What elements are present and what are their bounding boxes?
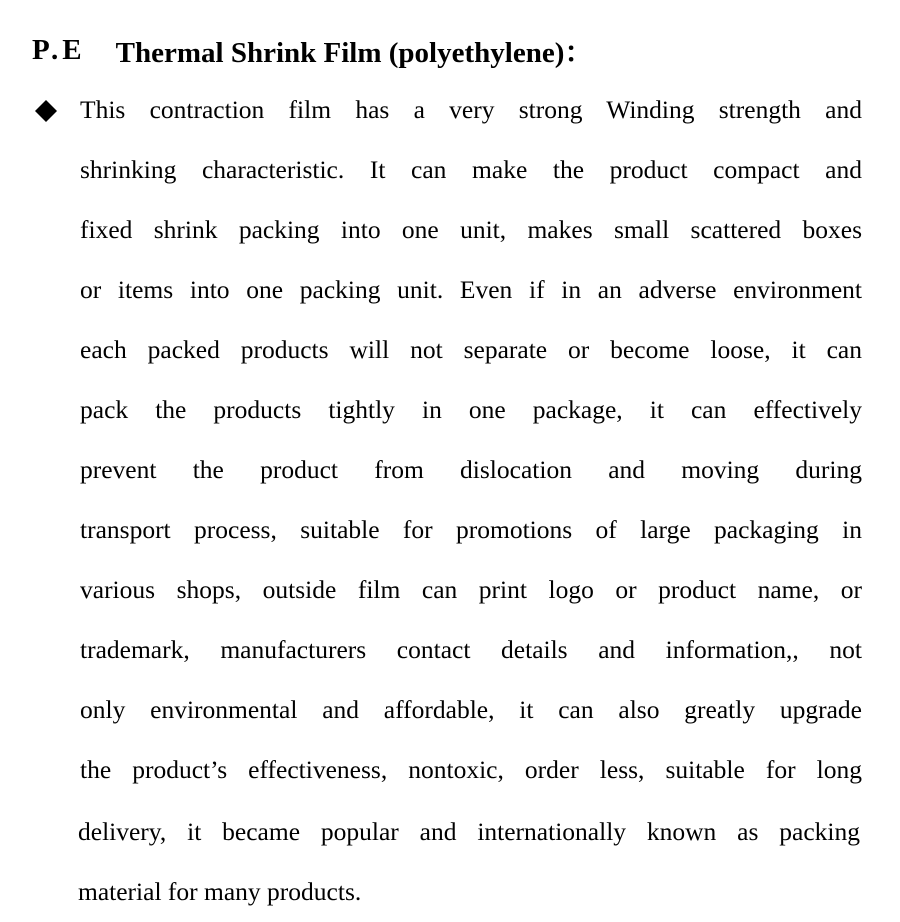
paragraph-line: only environmental and affordable, it can also greatly upgrade [80, 695, 862, 724]
paragraph-line: trademark, manufacturers contact details and information,, not [80, 635, 862, 664]
heading-code: P.E [32, 33, 86, 66]
paragraph-line: the product’s effectiveness, nontoxic, order less, suitable for long [80, 755, 862, 784]
paragraph-line: prevent the product from dislocation and moving during [80, 455, 862, 484]
paragraph-line: delivery, it became popular and internationally known as packing [78, 817, 860, 846]
paragraph-line: transport process, suitable for promotions of large packaging in [80, 515, 862, 544]
paragraph-line: pack the products tightly in one package, it can effectively [80, 395, 862, 424]
paragraph-line: each packed products will not separate or become loose, it can [80, 335, 862, 364]
paragraph-line: material for many products. [78, 877, 362, 906]
paragraph-line: shrinking characteristic. It can make the product compact and [80, 155, 862, 184]
description-paragraph [80, 80, 862, 920]
black-diamond-icon [34, 99, 58, 123]
paragraph-line: This contraction film has a very strong Winding strength and [80, 95, 862, 124]
paragraph-line: various shops, outside film can print logo or product name, or [80, 575, 862, 604]
heading-title: Thermal Shrink Film (polyethylene)： [115, 36, 594, 69]
paragraph-line: or items into one packing unit. Even if in an adverse environment [80, 275, 862, 304]
section-heading [32, 26, 593, 74]
paragraph-line: fixed shrink packing into one unit, makes small scattered boxes [80, 215, 862, 244]
